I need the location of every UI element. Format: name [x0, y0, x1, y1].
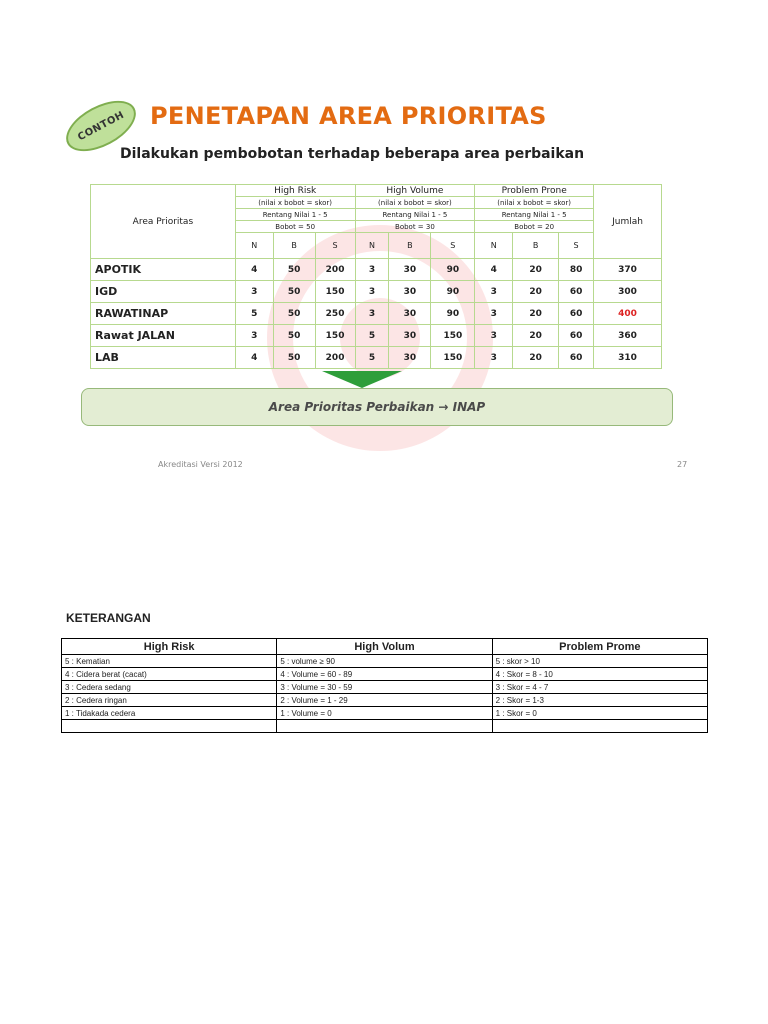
- weight-problem-prone: Bobot = 20: [475, 221, 594, 233]
- formula-problem-prone: (nilai x bobot = skor): [475, 197, 594, 209]
- sub-header-n: N: [355, 233, 389, 259]
- group-header-high-risk: High Risk: [235, 185, 355, 197]
- weight-high-volume: Bobot = 30: [355, 221, 475, 233]
- range-high-risk: Rentang Nilai 1 - 5: [235, 209, 355, 221]
- score-cell: 3: [235, 281, 273, 303]
- total-cell: 370: [594, 259, 662, 281]
- area-name: APOTIK: [91, 259, 236, 281]
- score-cell: 80: [559, 259, 594, 281]
- score-cell: 250: [315, 303, 355, 325]
- score-cell: 90: [431, 281, 475, 303]
- score-cell: 50: [273, 325, 315, 347]
- keterangan-cell: 2 : Volume = 1 - 29: [277, 694, 492, 707]
- sub-header-b: B: [273, 233, 315, 259]
- score-cell: 3: [475, 303, 513, 325]
- score-cell: 90: [431, 259, 475, 281]
- area-name: LAB: [91, 347, 236, 369]
- result-box: Area Prioritas Perbaikan → INAP: [81, 388, 673, 426]
- score-cell: 5: [355, 325, 389, 347]
- score-cell: 150: [431, 325, 475, 347]
- score-cell: 30: [389, 259, 431, 281]
- score-cell: 90: [431, 303, 475, 325]
- score-cell: 20: [513, 347, 559, 369]
- group-header-high-volume: High Volume: [355, 185, 475, 197]
- table-row: [62, 694, 708, 707]
- formula-high-volume: (nilai x bobot = skor): [355, 197, 475, 209]
- area-name: IGD: [91, 281, 236, 303]
- score-cell: 20: [513, 325, 559, 347]
- contoh-badge: CONTOH: [58, 91, 144, 162]
- slide-title: PENETAPAN AREA PRIORITAS: [150, 102, 547, 130]
- keterangan-header-problem-prome: Problem Prome: [492, 639, 707, 655]
- total-cell: 360: [594, 325, 662, 347]
- sub-header-b: B: [513, 233, 559, 259]
- sub-header-s: S: [431, 233, 475, 259]
- score-cell: 5: [355, 347, 389, 369]
- area-header: Area Prioritas: [91, 185, 236, 259]
- total-cell: 400: [594, 303, 662, 325]
- score-cell: 60: [559, 347, 594, 369]
- keterangan-cell: 1 : Volume = 0: [277, 707, 492, 720]
- keterangan-cell: 1 : Skor = 0: [492, 707, 707, 720]
- total-cell: 310: [594, 347, 662, 369]
- range-problem-prone: Rentang Nilai 1 - 5: [475, 209, 594, 221]
- score-cell: 30: [389, 325, 431, 347]
- score-cell: 3: [475, 281, 513, 303]
- keterangan-cell: [62, 720, 277, 733]
- keterangan-cell: 5 : skor > 10: [492, 655, 707, 668]
- score-cell: 4: [475, 259, 513, 281]
- table-row: [91, 259, 662, 281]
- score-cell: 5: [235, 303, 273, 325]
- keterangan-header-high-volum: High Volum: [277, 639, 492, 655]
- score-cell: 3: [355, 303, 389, 325]
- score-cell: 20: [513, 303, 559, 325]
- keterangan-cell: [492, 720, 707, 733]
- keterangan-cell: 3 : Volume = 30 - 59: [277, 681, 492, 694]
- table-row: [91, 303, 662, 325]
- score-cell: 50: [273, 347, 315, 369]
- area-name: RAWATINAP: [91, 303, 236, 325]
- score-cell: 30: [389, 347, 431, 369]
- sub-header-s: S: [559, 233, 594, 259]
- group-header-problem-prone: Problem Prone: [475, 185, 594, 197]
- score-cell: 3: [475, 347, 513, 369]
- keterangan-title: KETERANGAN: [66, 611, 151, 625]
- score-cell: 200: [315, 347, 355, 369]
- score-cell: 200: [315, 259, 355, 281]
- score-cell: 150: [315, 281, 355, 303]
- formula-high-risk: (nilai x bobot = skor): [235, 197, 355, 209]
- table-row: [91, 281, 662, 303]
- table-row: [91, 325, 662, 347]
- table-row: [62, 668, 708, 681]
- score-cell: 3: [235, 325, 273, 347]
- table-row: [62, 681, 708, 694]
- table-row: [62, 707, 708, 720]
- keterangan-header-high-risk: High Risk: [62, 639, 277, 655]
- down-arrow-icon: [322, 371, 402, 388]
- keterangan-cell: 1 : Tidakada cedera: [62, 707, 277, 720]
- keterangan-cell: 4 : Cidera berat (cacat): [62, 668, 277, 681]
- score-cell: 60: [559, 325, 594, 347]
- total-cell: 300: [594, 281, 662, 303]
- keterangan-cell: 4 : Skor = 8 - 10: [492, 668, 707, 681]
- score-cell: 20: [513, 259, 559, 281]
- slide-page-number: 27: [677, 460, 688, 469]
- table-row: [62, 655, 708, 668]
- slide-subtitle: Dilakukan pembobotan terhadap beberapa area perbaikan: [120, 146, 585, 162]
- score-cell: 3: [355, 259, 389, 281]
- score-cell: 60: [559, 303, 594, 325]
- slide-footer-text: Akreditasi Versi 2012: [158, 460, 243, 469]
- score-cell: 60: [559, 281, 594, 303]
- score-cell: 150: [431, 347, 475, 369]
- area-name: Rawat JALAN: [91, 325, 236, 347]
- sub-header-n: N: [235, 233, 273, 259]
- sub-header-b: B: [389, 233, 431, 259]
- total-header: Jumlah: [594, 185, 662, 259]
- score-cell: 4: [235, 259, 273, 281]
- score-cell: 50: [273, 281, 315, 303]
- priority-table: [90, 184, 662, 369]
- score-cell: 30: [389, 281, 431, 303]
- slide: [60, 88, 692, 480]
- sub-header-n: N: [475, 233, 513, 259]
- score-cell: 4: [235, 347, 273, 369]
- score-cell: 150: [315, 325, 355, 347]
- keterangan-cell: 2 : Cedera ringan: [62, 694, 277, 707]
- score-cell: 30: [389, 303, 431, 325]
- keterangan-cell: 3 : Cedera sedang: [62, 681, 277, 694]
- score-cell: 20: [513, 281, 559, 303]
- keterangan-cell: 4 : Volume = 60 - 89: [277, 668, 492, 681]
- sub-header-s: S: [315, 233, 355, 259]
- score-cell: 3: [475, 325, 513, 347]
- score-cell: 3: [355, 281, 389, 303]
- table-row: [62, 720, 708, 733]
- keterangan-cell: 5 : Kematian: [62, 655, 277, 668]
- keterangan-cell: [277, 720, 492, 733]
- score-cell: 50: [273, 259, 315, 281]
- weight-high-risk: Bobot = 50: [235, 221, 355, 233]
- keterangan-table: [61, 638, 708, 733]
- score-cell: 50: [273, 303, 315, 325]
- range-high-volume: Rentang Nilai 1 - 5: [355, 209, 475, 221]
- keterangan-cell: 2 : Skor = 1-3: [492, 694, 707, 707]
- keterangan-cell: 5 : volume ≥ 90: [277, 655, 492, 668]
- keterangan-cell: 3 : Skor = 4 - 7: [492, 681, 707, 694]
- table-row: [91, 347, 662, 369]
